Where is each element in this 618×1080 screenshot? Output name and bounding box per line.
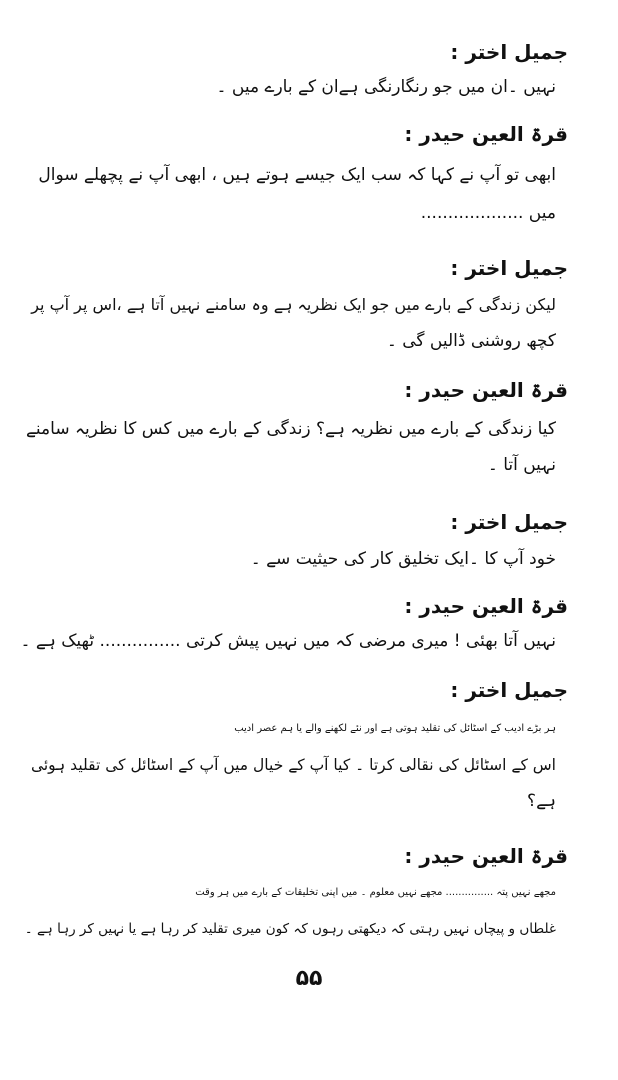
dialogue-entry xyxy=(404,842,568,870)
dialogue-text xyxy=(25,880,556,942)
text-line: نہیں ۔ان میں جو رنگارنگی ہےان کے بارے میں ۔ xyxy=(216,77,556,97)
speaker-name: جمیل اختر : xyxy=(450,510,568,534)
dialogue-entry xyxy=(450,676,568,704)
dialogue-text xyxy=(31,292,556,354)
text-line: کیا زندگی کے بارے میں نظریہ ہے؟ زندگی کے بارے میں کس کا نظریہ سامنے xyxy=(25,419,556,439)
text-line: کچھ روشنی ڈالیں گی ۔ xyxy=(386,331,556,351)
text-line: ابھی تو آپ نے کہا کہ سب ایک جیسے ہوتے ہیں ، ابھی آپ نے پچھلے سوال xyxy=(38,165,556,185)
speaker-name: جمیل اختر : xyxy=(450,678,568,702)
text-line: نہیں آتا ۔ xyxy=(487,455,556,475)
speaker-name: قرۃ العین حیدر : xyxy=(404,378,568,402)
dialogue-text xyxy=(217,74,556,100)
dialogue-text xyxy=(26,416,556,478)
dialogue-text xyxy=(38,162,556,226)
text-line: اس کے اسٹائل کی نقالی کرتا ۔ کیا آپ کے خیال میں آپ کے اسٹائل کی تقلید ہوئی xyxy=(30,756,556,774)
dialogue-text xyxy=(31,716,556,814)
dialogue-entry xyxy=(404,120,568,148)
text-line: ہر بڑے ادیب کے اسٹائل کی تقلید ہوتی ہے اور نئے لکھنے والے یا ہم عصر ادیب xyxy=(234,723,556,734)
text-line: میں ................... xyxy=(420,203,556,223)
text-line: مجھے نہیں پتہ ............... مجھے نہیں معلوم ۔ میں اپنی تخلیقات کے بارے میں ہر وقت xyxy=(195,887,556,898)
text-line: ہے؟ xyxy=(527,791,556,811)
text-line: لیکن زندگی کے بارے میں جو ایک نظریہ ہے وہ سامنے نہیں آتا ہے ،اس پر آپ پر xyxy=(31,295,556,314)
speaker-name: جمیل اختر : xyxy=(450,256,568,280)
page-number: ۵۵ xyxy=(295,966,323,991)
dialogue-text xyxy=(21,628,557,654)
speaker-name: جمیل اختر : xyxy=(450,40,568,64)
dialogue-entry xyxy=(450,38,568,66)
dialogue-entry xyxy=(404,376,568,404)
speaker-name: قرۃ العین حیدر : xyxy=(404,844,568,868)
dialogue-text xyxy=(251,546,556,572)
text-line: نہیں آتا بھئی ! میری مرضی کہ میں نہیں پیش کرتی ............... ٹھیک ہے ۔ xyxy=(20,631,556,651)
speaker-name: قرۃ العین حیدر : xyxy=(404,594,568,618)
text-line: غلطاں و پیچاں نہیں رہتی کہ دیکھتی رہوں کہ کون میری تقلید کر رہا ہے یا نہیں کر رہا ہے ۔ xyxy=(24,921,556,937)
text-line: خود آپ کا ۔ایک تخلیق کار کی حیثیت سے ۔ xyxy=(250,549,556,569)
dialogue-entry xyxy=(450,508,568,536)
dialogue-entry xyxy=(450,254,568,282)
dialogue-entry xyxy=(404,592,568,620)
speaker-name: قرۃ العین حیدر : xyxy=(404,122,568,146)
